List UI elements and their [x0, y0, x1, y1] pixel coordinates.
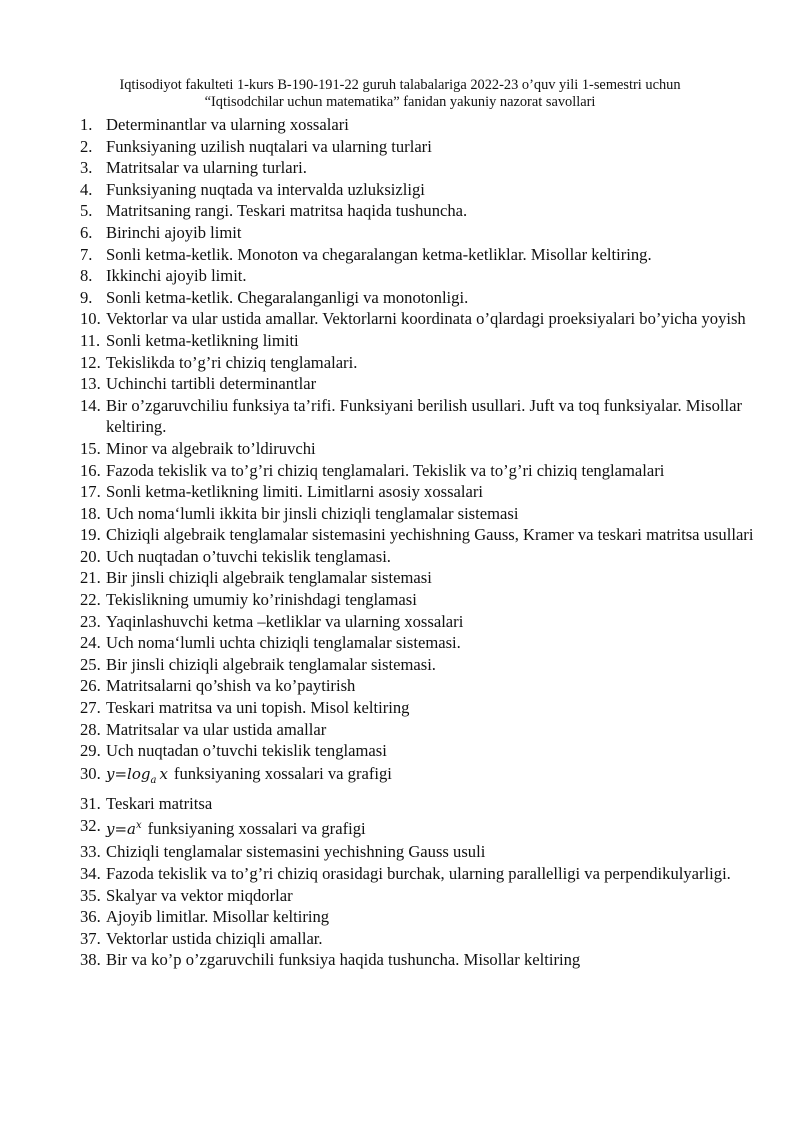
- question-item: [80, 373, 770, 395]
- question-text: Funksiyaning uzilish nuqtalari va ularning turlari: [106, 136, 432, 156]
- question-item: [80, 949, 770, 971]
- question-item: [80, 654, 770, 676]
- question-text: Uch noma‘lumli uchta chiziqli tenglamalar sistemasi.: [106, 633, 461, 653]
- question-body: [106, 949, 770, 971]
- question-body: [106, 906, 770, 928]
- question-item: [80, 222, 770, 244]
- question-body: [106, 114, 770, 136]
- question-body: [106, 438, 770, 460]
- question-text: Birinchi ajoyib limit: [106, 222, 242, 242]
- question-number: 17.: [80, 482, 101, 502]
- question-text: Funksiyaning nuqtada va intervalda uzluksizligi: [106, 179, 425, 199]
- question-text: Bir jinsli chiziqli algebraik tenglamalar sistemasi.: [106, 654, 436, 674]
- question-body: [106, 373, 770, 395]
- question-number: 34.: [80, 864, 101, 883]
- question-body: [106, 589, 770, 611]
- header-line-2: “Iqtisodchilar uchun matematika” fanidan yakuniy nazorat savollari: [204, 94, 596, 110]
- question-item: [80, 885, 770, 907]
- question-text: Matritsalarni qo’shish va ko’paytirish: [106, 676, 356, 696]
- question-body: [106, 179, 770, 201]
- question-text: Minor va algebraik to’ldiruvchi: [106, 438, 316, 458]
- question-text: Tekislikning umumiy ko’rinishdagi tenglamasi: [106, 590, 417, 610]
- question-number: 25.: [80, 654, 101, 674]
- question-item: [80, 906, 770, 928]
- question-number: 2.: [80, 136, 93, 156]
- question-item: [80, 793, 770, 815]
- question-text: funksiyaning xossalari va grafigi: [147, 819, 366, 839]
- question-number: 14.: [80, 395, 101, 415]
- question-body: [106, 654, 770, 676]
- question-number: 26.: [80, 676, 101, 696]
- question-item: [80, 330, 770, 352]
- question-text: Bir jinsli chiziqli algebraik tenglamalar sistemasi: [106, 568, 432, 588]
- question-item: [80, 114, 770, 136]
- question-item: [80, 395, 770, 438]
- question-number: 8.: [80, 266, 93, 286]
- question-number: 16.: [80, 460, 101, 480]
- question-item: [80, 589, 770, 611]
- question-item: [80, 157, 770, 179]
- question-item: [80, 697, 770, 719]
- question-text: Matritsalar va ularning turlari.: [106, 158, 307, 178]
- question-number: 31.: [80, 793, 101, 813]
- question-item: [80, 546, 770, 568]
- question-number: 32.: [80, 816, 101, 836]
- question-item: [80, 762, 770, 793]
- question-body: [106, 863, 770, 885]
- question-item: [80, 308, 770, 330]
- question-text: Sonli ketma-ketlikning limiti: [106, 330, 299, 350]
- question-body: [106, 675, 770, 697]
- question-number: 4.: [80, 179, 93, 199]
- question-item: [80, 287, 770, 309]
- question-item: [80, 460, 770, 482]
- question-number: 19.: [80, 525, 101, 545]
- document-header: [60, 77, 740, 111]
- question-body: [106, 697, 770, 719]
- question-body: [106, 928, 770, 950]
- question-body: [106, 244, 770, 266]
- question-text: Skalyar va vektor miqdorlar: [106, 885, 293, 905]
- question-item: [80, 611, 770, 633]
- question-text: funksiyaning xossalari va grafigi: [173, 763, 392, 783]
- question-body: [106, 330, 770, 352]
- question-item: [80, 719, 770, 741]
- question-text: Bir va ko’p o’zgaruvchili funksiya haqida tushuncha. Misollar keltiring: [106, 950, 581, 970]
- question-body: [106, 546, 770, 568]
- question-item: [80, 841, 770, 863]
- question-number: 28.: [80, 719, 101, 739]
- question-text: Uch noma‘lumli ikkita bir jinsli chiziqli tenglamalar sistemasi: [106, 503, 519, 523]
- question-item: [80, 352, 770, 374]
- formula-variable: x: [159, 764, 168, 783]
- question-item: [80, 244, 770, 266]
- math-formula: [106, 764, 168, 786]
- question-text: Sonli ketma-ketlik. Monoton va chegaralangan ketma-ketliklar. Misollar keltiring.: [106, 244, 652, 264]
- question-number: 29.: [80, 741, 101, 761]
- question-number: 11.: [80, 330, 101, 350]
- question-body: [106, 719, 770, 741]
- question-number: 23.: [80, 611, 101, 631]
- question-number: 38.: [80, 950, 101, 970]
- question-text: Matritsaning rangi. Teskari matritsa haqida tushuncha.: [106, 201, 468, 221]
- question-body: [106, 460, 770, 482]
- question-text: Teskari matritsa va uni topish. Misol keltiring: [106, 698, 410, 718]
- question-text: Chiziqli tenglamalar sistemasini yechishning Gauss usuli: [106, 842, 486, 862]
- question-item: [80, 675, 770, 697]
- question-body: [106, 395, 770, 438]
- question-text: Sonli ketma-ketlik. Chegaralanganligi va monotonligi.: [106, 287, 469, 307]
- question-number: 15.: [80, 438, 101, 458]
- question-number: 13.: [80, 374, 101, 394]
- question-number: 21.: [80, 568, 101, 588]
- question-body: [106, 814, 770, 841]
- header-line-1: Iqtisodiyot fakulteti 1-kurs B-190-191-22 guruh talabalariga 2022-23 o’quv yili 1-semestri uchun: [119, 77, 681, 93]
- questions-list: [80, 114, 770, 971]
- question-item: [80, 928, 770, 950]
- question-text: Chiziqli algebraik tenglamalar sistemasini yechishning Gauss, Kramer va teskari matritsa usullari: [106, 525, 754, 545]
- question-item: [80, 481, 770, 503]
- question-number: 30.: [80, 763, 101, 783]
- question-text: Matritsalar va ular ustida amallar: [106, 719, 327, 739]
- question-body: [106, 841, 770, 863]
- question-number: 5.: [80, 201, 93, 221]
- question-text: Uchinchi tartibli determinantlar: [106, 374, 317, 394]
- question-item: [80, 503, 770, 525]
- question-text: Sonli ketma-ketlikning limiti. Limitlarni asosiy xossalari: [106, 482, 484, 502]
- question-body: [106, 222, 770, 244]
- question-number: 18.: [80, 503, 101, 523]
- question-number: 1.: [80, 115, 93, 134]
- question-body: [106, 503, 770, 525]
- question-body: [106, 352, 770, 374]
- question-body: [106, 793, 770, 815]
- question-item: [80, 200, 770, 222]
- question-text: Tekislikda to’g’ri chiziq tenglamalari.: [106, 352, 358, 372]
- formula-base: y=log: [106, 764, 151, 783]
- question-number: 12.: [80, 352, 101, 372]
- question-body: [106, 200, 770, 222]
- question-number: 37.: [80, 928, 101, 948]
- question-body: [106, 632, 770, 654]
- question-text: Teskari matritsa: [106, 793, 213, 813]
- question-body: [106, 567, 770, 589]
- formula-base: y=a: [106, 820, 136, 839]
- question-body: [106, 481, 770, 503]
- question-body: [106, 308, 770, 330]
- question-item: [80, 265, 770, 287]
- question-body: [106, 524, 770, 546]
- question-text: Fazoda tekislik va to’g’ri chiziq orasidagi burchak, ularning parallelligi va perpendikulyarligi.: [106, 864, 731, 883]
- question-text: Ikkinchi ajoyib limit.: [106, 266, 247, 286]
- question-item: [80, 814, 770, 841]
- question-text: Vektorlar va ular ustida amallar. Vektorlarni koordinata o’qlardagi proeksiyalari bo’yicha yoyish: [106, 309, 746, 329]
- question-item: [80, 179, 770, 201]
- question-item: [80, 438, 770, 460]
- question-number: 36.: [80, 907, 101, 927]
- formula-subscript: a: [150, 774, 157, 786]
- question-number: 22.: [80, 590, 101, 610]
- question-body: [106, 287, 770, 309]
- question-number: 33.: [80, 842, 101, 862]
- question-number: 35.: [80, 885, 101, 905]
- question-text: Bir o’zgaruvchiliu funksiya ta’rifi. Funksiyani berilish usullari. Juft va toq funksiyalar. Misollar keltiring.: [106, 395, 742, 437]
- question-number: 27.: [80, 698, 101, 718]
- question-body: [106, 762, 770, 793]
- question-item: [80, 567, 770, 589]
- question-number: 6.: [80, 222, 93, 242]
- question-number: 10.: [80, 309, 101, 329]
- question-body: [106, 136, 770, 158]
- question-body: [106, 611, 770, 633]
- question-body: [106, 740, 770, 762]
- question-item: [80, 632, 770, 654]
- question-text: Determinantlar va ularning xossalari: [106, 115, 349, 134]
- question-body: [106, 885, 770, 907]
- question-text: Uch nuqtadan o’tuvchi tekislik tenglamasi.: [106, 546, 391, 566]
- question-item: [80, 524, 770, 546]
- question-text: Yaqinlashuvchi ketma –ketliklar va ularning xossalari: [106, 611, 464, 631]
- question-number: 24.: [80, 633, 101, 653]
- question-text: Uch nuqtadan o’tuvchi tekislik tenglamasi: [106, 741, 387, 761]
- math-formula: [106, 820, 142, 838]
- question-body: [106, 157, 770, 179]
- question-item: [80, 740, 770, 762]
- question-text: Fazoda tekislik va to’g’ri chiziq tenglamalari. Tekislik va to’g’ri chiziq tenglamalari: [106, 460, 665, 480]
- question-item: [80, 863, 770, 885]
- formula-superscript: x: [136, 820, 142, 832]
- question-text: Ajoyib limitlar. Misollar keltiring: [106, 907, 330, 927]
- question-number: 9.: [80, 287, 93, 307]
- question-text: Vektorlar ustida chiziqli amallar.: [106, 928, 323, 948]
- question-number: 20.: [80, 546, 101, 566]
- question-item: [80, 136, 770, 158]
- question-number: 3.: [80, 158, 93, 178]
- question-body: [106, 265, 770, 287]
- question-number: 7.: [80, 244, 93, 264]
